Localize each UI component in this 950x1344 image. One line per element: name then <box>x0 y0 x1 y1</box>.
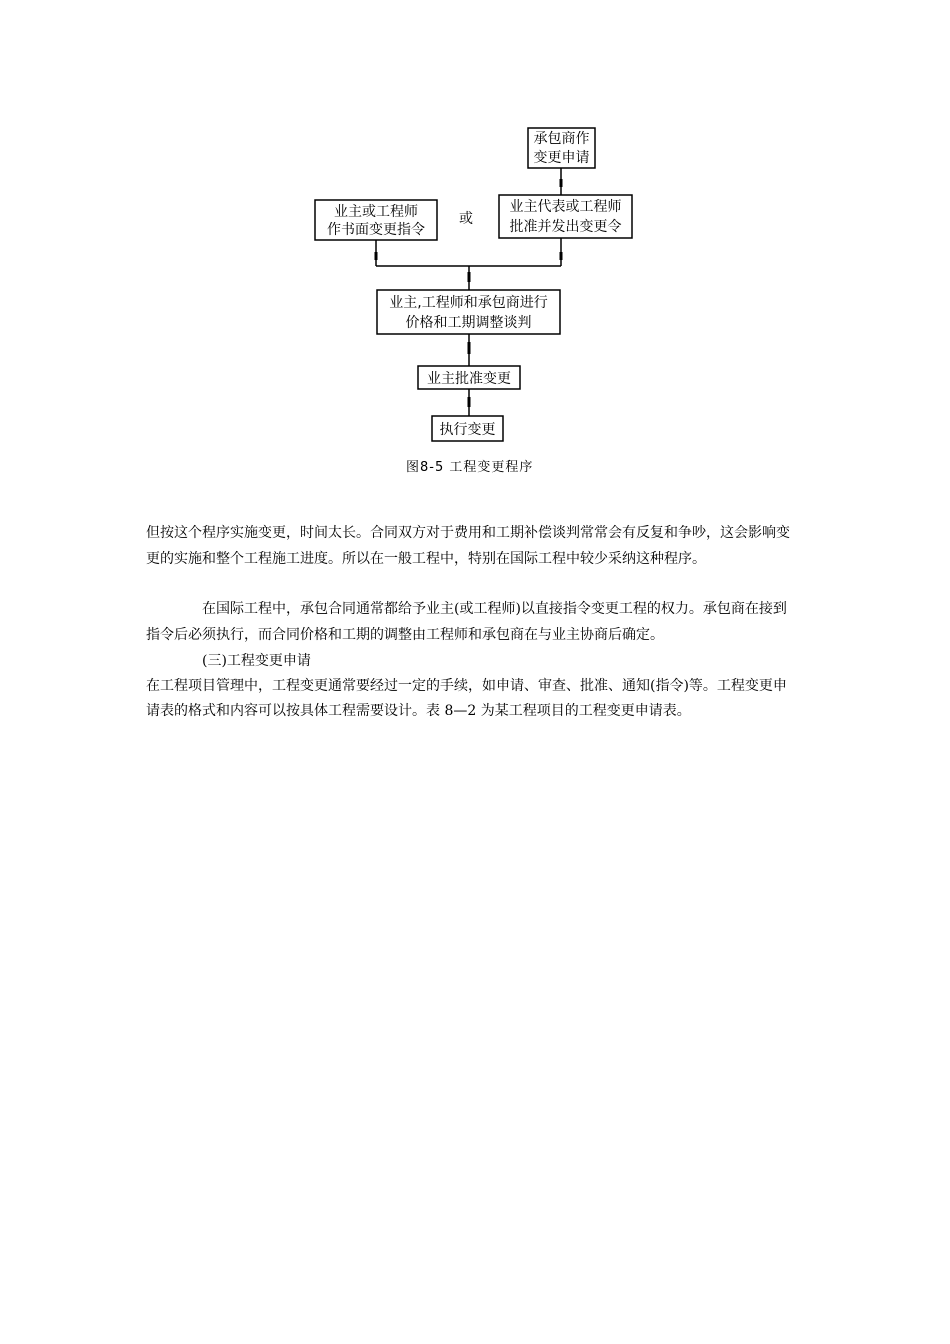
execute-label: 执行变更 <box>439 422 496 438</box>
written-order-line1: 业主或工程师 <box>334 204 418 220</box>
figure-caption: 图8-5 工程变更程序 <box>406 460 534 475</box>
contractor-request-line2: 变更申请 <box>533 150 590 166</box>
written-order-line2: 作书面变更指令 <box>327 222 425 238</box>
rep-approve-line1: 业主代表或工程师 <box>509 199 622 215</box>
paragraph-3-line-1: 在工程项目管理中，工程变更通常要经过一定的手续，如申请、审查、批准、通知(指令)等。工程变更申 <box>146 678 787 694</box>
paragraph-3-line-2: 请表的格式和内容可以按具体工程需要设计。表 8—2 为某工程项目的工程变更申请表。 <box>146 703 691 719</box>
arrow-tick <box>375 252 378 260</box>
negotiate-line1: 业主,工程师和承包商进行 <box>389 295 548 311</box>
paragraph-1-line-1: 但按这个程序实施变更，时间太长。合同双方对于费用和工期补偿谈判常常会有反复和争吵，这会影响变 <box>146 525 790 541</box>
paragraph-1-line-2: 更的实施和整个工程施工进度。所以在一般工程中，特别在国际工程中较少采纳这种程序。 <box>146 551 706 567</box>
or-label: 或 <box>459 211 473 227</box>
owner-approve-label: 业主批准变更 <box>427 371 511 387</box>
rep-approve-line2: 批准并发出变更令 <box>509 219 622 235</box>
paragraph-2-line-1: 在国际工程中，承包合同通常都给予业主(或工程师)以直接指令变更工程的权力。承包商在接到 <box>202 601 787 617</box>
section-heading: (三)工程变更申请 <box>202 653 311 669</box>
arrow-tick <box>468 342 471 354</box>
arrow-tick <box>560 179 563 187</box>
paragraph-2-line-2: 指令后必须执行，而合同价格和工期的调整由工程师和承包商在与业主协商后确定。 <box>146 627 664 643</box>
flowchart-diagram <box>0 0 950 450</box>
negotiate-line2: 价格和工期调整谈判 <box>405 315 532 331</box>
contractor-request-line1: 承包商作 <box>533 131 590 147</box>
arrow-tick <box>468 272 471 282</box>
arrow-tick <box>468 397 471 407</box>
arrow-tick <box>560 252 563 260</box>
